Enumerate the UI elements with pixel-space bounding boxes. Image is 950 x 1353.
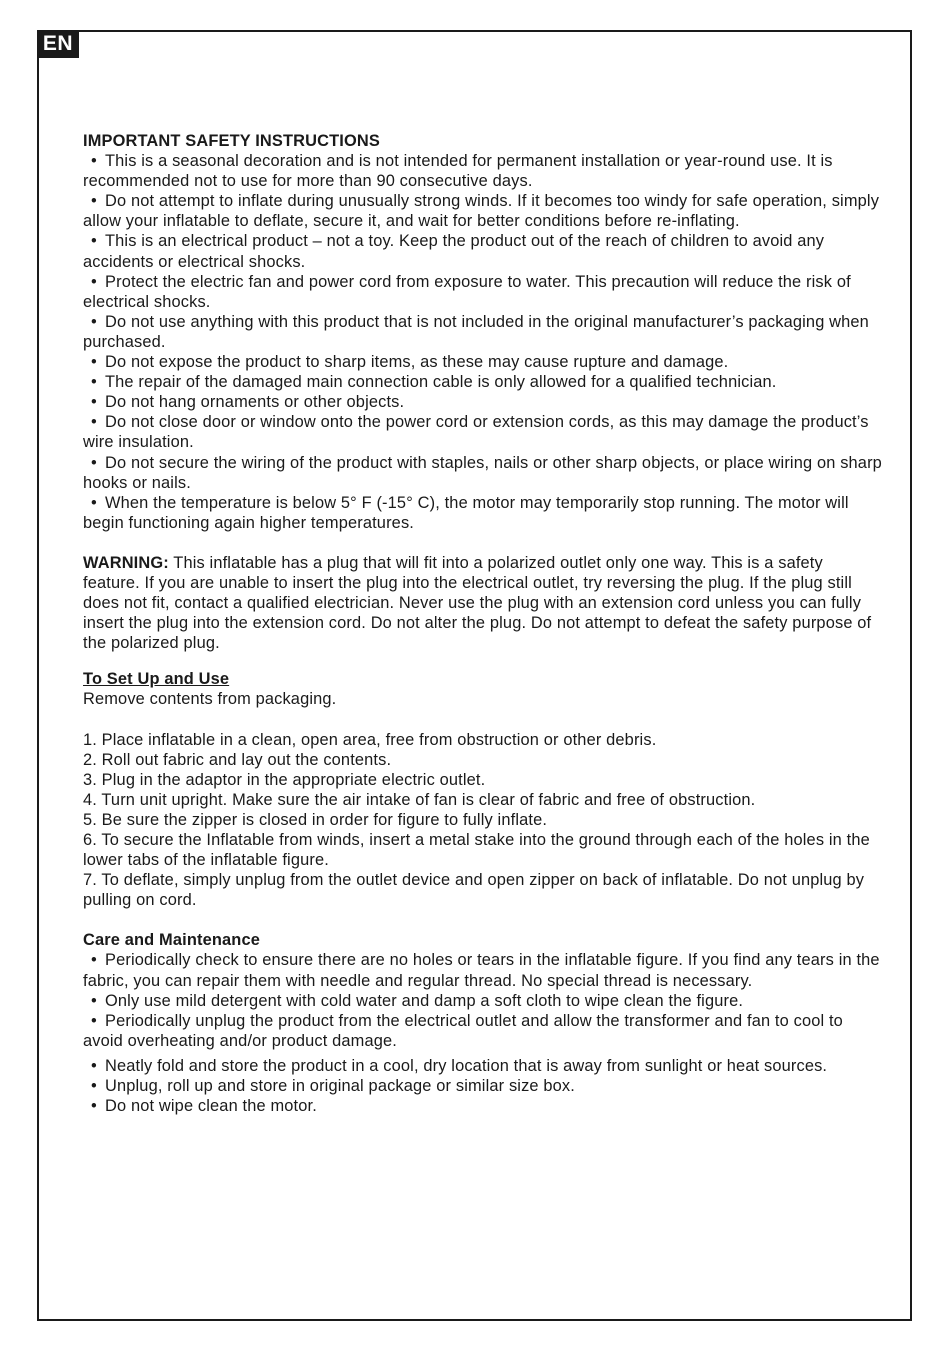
setup-step: 4. Turn unit upright. Make sure the air intake of fan is clear of fabric and free of obstruction.	[83, 790, 756, 809]
bullet: •	[91, 152, 97, 171]
bullet: •	[91, 353, 97, 372]
bullet: •	[91, 1097, 97, 1116]
safety-item: • Protect the electric fan and power cord from exposure to water. This precaution will reduce the risk of electrical shocks.	[83, 272, 851, 311]
warning-label: WARNING:	[83, 553, 169, 572]
care-heading: Care and Maintenance	[83, 931, 260, 950]
bullet: •	[91, 1011, 97, 1030]
care-item: • Periodically unplug the product from the electrical outlet and allow the transformer and fan to cool to avoid overheating and/or product damage.	[83, 1011, 843, 1050]
care-list	[83, 950, 883, 1116]
care-item: • Unplug, roll up and store in original package or similar size box.	[83, 1076, 883, 1096]
bullet: •	[91, 312, 97, 331]
bullet: •	[91, 493, 97, 512]
setup-step: 5. Be sure the zipper is closed in order for figure to fully inflate.	[83, 810, 548, 829]
care-item: • Do not wipe clean the motor.	[83, 1096, 883, 1116]
bullet: •	[91, 232, 97, 251]
setup-step: 1. Place inflatable in a clean, open area, free from obstruction or other debris.	[83, 730, 657, 749]
bullet: •	[91, 951, 97, 970]
bullet: •	[91, 1056, 97, 1075]
bullet: •	[91, 453, 97, 472]
safety-item: • Do not attempt to inflate during unusually strong winds. If it becomes too windy for safe operation, simply allow your inflatable to deflate, secure it, and wait for better conditions before re-inflating.	[83, 192, 880, 231]
bullet: •	[91, 272, 97, 291]
care-item: • Neatly fold and store the product in a cool, dry location that is away from sunlight or heat sources.	[83, 1056, 883, 1076]
bullet: •	[91, 192, 97, 211]
warning-text: This inflatable has a plug that will fit into a polarized outlet only one way. This is a safety feature. If you are unable to insert the plug into the electrical outlet, try reversing the plug. If the plug still does not fit, contact a qualified electrician. Never use the plug with an extension cord unless you can fully insert the plug into the extension cord. Do not alter the plug. Do not attempt to defeat the safety purpose of the polarized plug.	[83, 553, 872, 653]
care-item: • Only use mild detergent with cold water and damp a soft cloth to wipe clean the figure.	[83, 991, 883, 1011]
bullet: •	[91, 413, 97, 432]
setup-step: 3. Plug in the adaptor in the appropriate electric outlet.	[83, 770, 486, 789]
safety-item: • Do not secure the wiring of the product with staples, nails or other sharp objects, or place wiring on sharp hooks or nails.	[83, 453, 882, 492]
manual-content	[83, 131, 883, 1116]
setup-step: 2. Roll out fabric and lay out the contents.	[83, 750, 392, 769]
safety-item: • The repair of the damaged main connection cable is only allowed for a qualified technician.	[83, 372, 883, 392]
bullet: •	[91, 1077, 97, 1096]
setup-steps	[83, 730, 883, 911]
safety-item: • Do not expose the product to sharp items, as these may cause rupture and damage.	[83, 352, 883, 372]
safety-list	[83, 151, 883, 533]
safety-item: • Do not use anything with this product that is not included in the original manufacturer’s packaging when purchased.	[83, 312, 869, 351]
safety-item: • This is a seasonal decoration and is not intended for permanent installation or year-round use. It is recommended not to use for more than 90 consecutive days.	[83, 152, 833, 191]
language-badge: EN	[37, 30, 79, 58]
bullet: •	[91, 373, 97, 392]
care-item: • Periodically check to ensure there are no holes or tears in the inflatable figure. If you find any tears in the fabric, you can repair them with needle and regular thread. No special thread is necessary.	[83, 951, 880, 990]
setup-intro: Remove contents from packaging.	[83, 690, 337, 709]
safety-item: • This is an electrical product – not a toy. Keep the product out of the reach of children to avoid any accidents or electrical shocks.	[83, 232, 825, 271]
warning-paragraph	[83, 553, 883, 653]
safety-item: • Do not close door or window onto the power cord or extension cords, as this may damage the product’s wire insulation.	[83, 413, 869, 452]
safety-item: • When the temperature is below 5° F (-15° C), the motor may temporarily stop running. The motor will begin functioning again higher temperatures.	[83, 493, 849, 532]
safety-heading: IMPORTANT SAFETY INSTRUCTIONS	[83, 132, 380, 150]
bullet: •	[91, 393, 97, 412]
setup-step: 6. To secure the Inflatable from winds, insert a metal stake into the ground through each of the holes in the lower tabs of the inflatable figure.	[83, 831, 870, 870]
bullet: •	[91, 991, 97, 1010]
setup-step: 7. To deflate, simply unplug from the outlet device and open zipper on back of inflatable. Do not unplug by pulling on cord.	[83, 871, 865, 910]
safety-item: • Do not hang ornaments or other objects.	[83, 392, 883, 412]
setup-heading: To Set Up and Use	[83, 670, 230, 689]
